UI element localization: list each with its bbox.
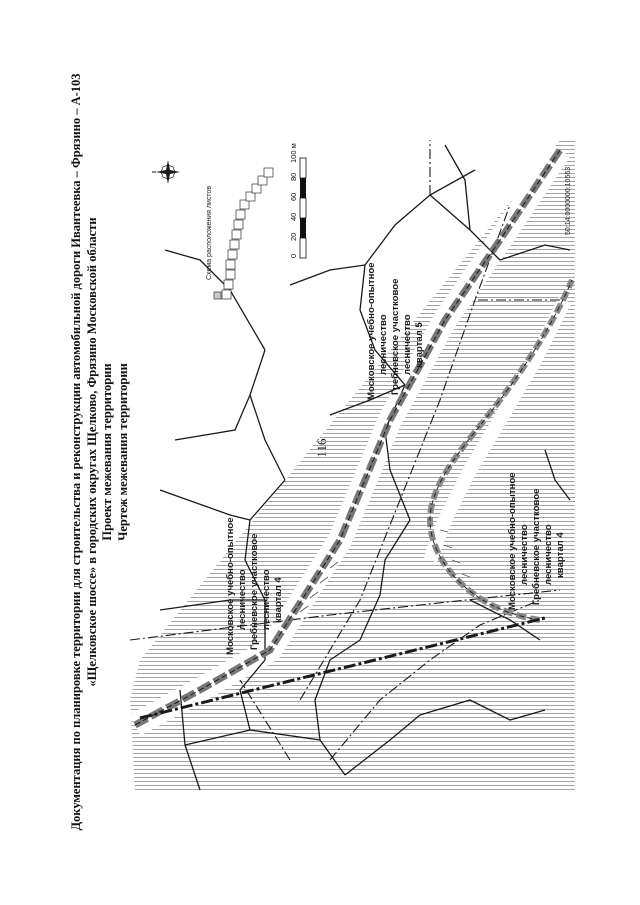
- scale-bar-ticks: [289, 143, 298, 258]
- scale-tick-0: 0: [289, 253, 298, 258]
- scale-tick-60: 60: [289, 192, 298, 201]
- scale-tick-80: 80: [289, 172, 298, 181]
- label-quarter-4-left: Московское учебно-опытное лесничество Гребневское участковое лесничество квартал 4: [225, 517, 284, 655]
- inset-title: Схема расположения листов: [206, 185, 213, 280]
- label-quarter-5: Московское учебно-опытное лесничество Гребневское участковое лесничество квартал 5: [366, 262, 425, 400]
- scale-bar: [300, 158, 306, 258]
- label-quarter-4-right: Московское учебно-опытное лесничество Гребневское участковое лесничество квартал 4: [507, 472, 566, 610]
- scale-tick-100: 100 м: [289, 143, 298, 163]
- cadastral-number: 50:14:0000000:10563: [565, 166, 572, 235]
- title-line-3: Проект межевания территории: [100, 363, 114, 541]
- compass-rose-icon: [152, 160, 180, 184]
- title-line-2: «Щелковское шоссе» в городских округах Щелково, Фрязино Московской области: [84, 217, 99, 687]
- inset-sheet-layout: [214, 168, 273, 299]
- title-line-1: Документация по планировке территории для строительства и реконструкции автомобильной дороги Ивантеевка – Фрязино – А-103: [69, 73, 83, 831]
- title-line-4: Чертеж межевания территории: [115, 363, 130, 541]
- scale-tick-40: 40: [289, 212, 298, 221]
- scale-tick-20: 20: [289, 232, 298, 241]
